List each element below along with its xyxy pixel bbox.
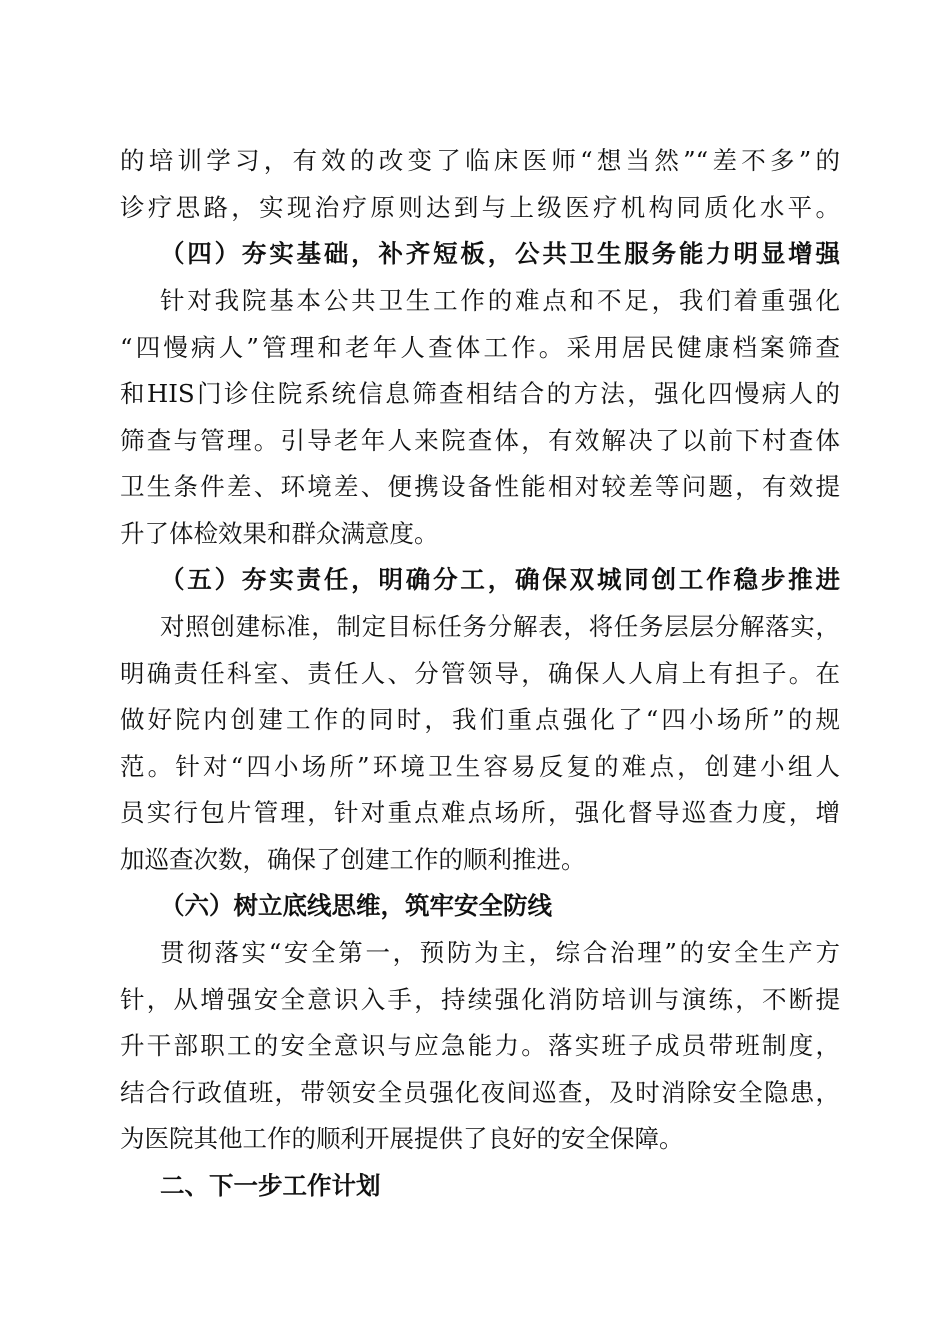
paragraph-line: 范。针对“四小场所”环境卫生容易反复的难点，创建小组人 xyxy=(120,752,840,781)
paragraph-line: 针对我院基本公共卫生工作的难点和不足，我们着重强化 xyxy=(160,286,840,315)
paragraph-line: 和HIS门诊住院系统信息筛查相结合的方法，强化四慢病人的 xyxy=(120,379,840,408)
paragraph-line: “四慢病人”管理和老年人查体工作。采用居民健康档案筛查 xyxy=(120,333,840,362)
paragraph-line: 卫生条件差、环境差、便携设备性能相对较差等问题，有效提 xyxy=(120,472,840,501)
paragraph-line: 筛查与管理。引导老年人来院查体，有效解决了以前下村查体 xyxy=(120,426,840,455)
paragraph-line: 升干部职工的安全意识与应急能力。落实班子成员带班制度， xyxy=(120,1031,840,1060)
paragraph-line: 贯彻落实“安全第一，预防为主，综合治理”的安全生产方 xyxy=(160,938,840,967)
section-heading-four: （四）夯实基础，补齐短板，公共卫生服务能力明显增强 xyxy=(160,239,840,268)
paragraph-line: 对照创建标准，制定目标任务分解表，将任务层层分解落实， xyxy=(160,612,840,641)
paragraph-line: 员实行包片管理，针对重点难点场所，强化督导巡查力度，增 xyxy=(120,798,840,827)
paragraph-line: 升了体检效果和群众满意度。 xyxy=(120,519,439,548)
paragraph-line: 明确责任科室、责任人、分管领导，确保人人肩上有担子。在 xyxy=(120,659,840,688)
paragraph-line: 针，从增强安全意识入手，持续强化消防培训与演练，不断提 xyxy=(120,985,840,1014)
paragraph-line: 为医院其他工作的顺利开展提供了良好的安全保障。 xyxy=(120,1124,684,1153)
chapter-heading-next-plan: 二、下一步工作计划 xyxy=(160,1171,381,1200)
section-heading-five: （五）夯实责任，明确分工，确保双城同创工作稳步推进 xyxy=(160,565,840,594)
paragraph-line: 加巡查次数，确保了创建工作的顺利推进。 xyxy=(120,845,586,874)
section-heading-six: （六）树立底线思维，筑牢安全防线 xyxy=(160,891,552,920)
paragraph-line: 诊疗思路，实现治疗原则达到与上级医疗机构同质化水平。 xyxy=(120,193,840,222)
paragraph-line: 的培训学习，有效的改变了临床医师“想当然”“差不多”的 xyxy=(120,146,840,175)
paragraph-line: 做好院内创建工作的同时，我们重点强化了“四小场所”的规 xyxy=(120,705,840,734)
paragraph-line: 结合行政值班，带领安全员强化夜间巡查，及时消除安全隐患， xyxy=(120,1078,840,1107)
